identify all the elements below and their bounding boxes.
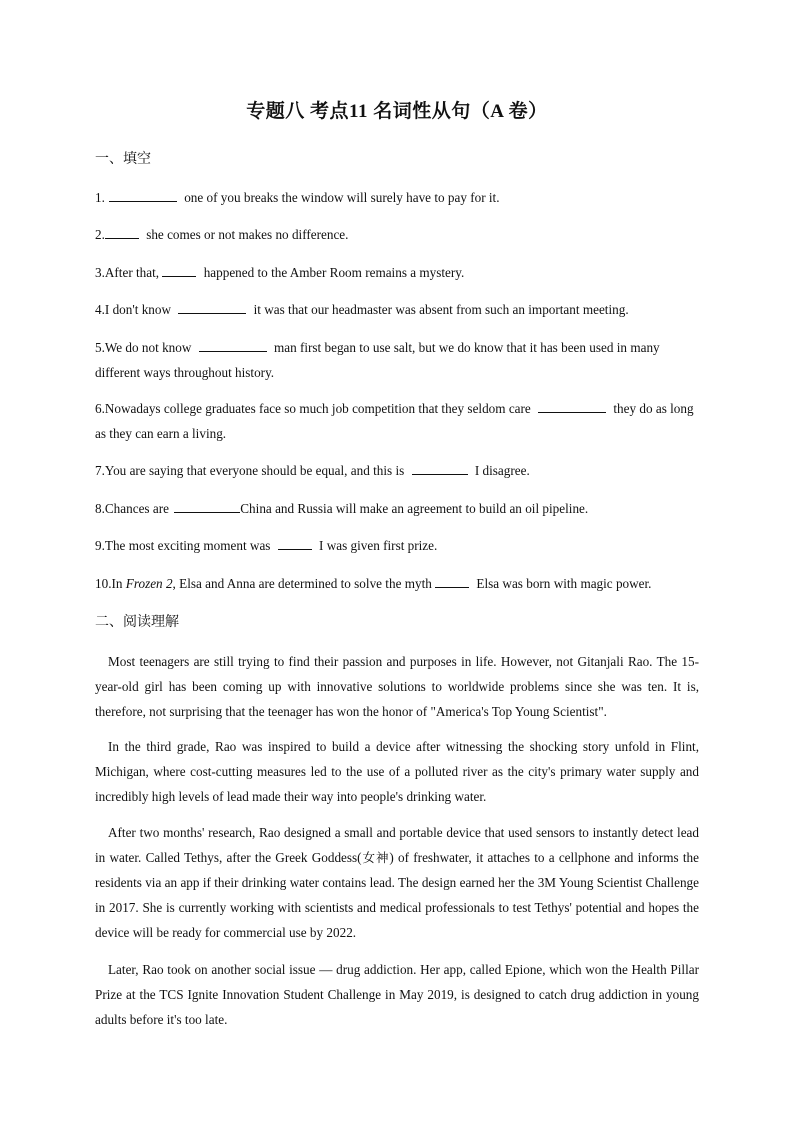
- question-7: [95, 458, 705, 483]
- question-number: 3.: [95, 265, 105, 280]
- answer-blank[interactable]: [412, 460, 468, 475]
- question-6: [95, 396, 705, 446]
- question-text: man first began to use salt, but we do know that it has been used in many different ways throughout history.: [95, 340, 660, 380]
- question-text: China and Russia will make an agreement to build an oil pipeline.: [240, 501, 589, 516]
- question-text: The most exciting moment was: [104, 538, 274, 553]
- question-number: 9.: [95, 538, 105, 553]
- answer-blank[interactable]: [435, 573, 469, 588]
- question-number: 10.: [95, 576, 112, 591]
- question-1: [95, 185, 705, 210]
- question-3: [95, 260, 705, 285]
- answer-blank[interactable]: [162, 262, 196, 277]
- section-heading-fill-in: 一、填空: [95, 151, 151, 167]
- answer-blank[interactable]: [109, 187, 177, 202]
- answer-blank[interactable]: [105, 224, 139, 239]
- question-text: they do as long as they can earn a living.: [95, 401, 694, 441]
- question-number: 6.: [95, 401, 105, 416]
- question-text: Nowadays college graduates face so much job competition that they seldom care: [104, 401, 535, 416]
- question-text: Chances are: [104, 501, 173, 516]
- reading-paragraph-2: In the third grade, Rao was inspired to build a device after witnessing the shocking story unfold in Flint, Michigan, where cost-cutting measures led to the use of a polluted river as the city's primary water supply and incredibly high levels of lead made their way into people's drinking water.: [95, 739, 699, 804]
- question-number: 5.: [95, 340, 105, 355]
- question-text: I don't know: [104, 302, 175, 317]
- paragraph-text: ) of freshwater, it attaches to a cellphone and informs the residents via an app if their drinking water contains lead. The design earned her the 3M Young Scientist Challenge in 2017. She is currently working with scientists and medical professionals to test Tethys' potential and hopes the device will be ready for commercial use by 2022.: [95, 850, 699, 940]
- answer-blank[interactable]: [174, 498, 240, 513]
- question-text: I was given first prize.: [315, 538, 438, 553]
- question-text: I disagree.: [471, 463, 530, 478]
- question-text: We do not know: [104, 340, 195, 355]
- question-2: [95, 222, 705, 247]
- answer-blank[interactable]: [538, 398, 606, 413]
- question-8: [95, 496, 705, 521]
- reading-paragraph-1: Most teenagers are still trying to find their passion and purposes in life. However, not Gitanjali Rao. The 15-year-old girl has been coming up with innovative solutions to worldwide problems since she was ten. It is, therefore, not surprising that the teenager has won the honor of "America's Top Young Scientist".: [95, 654, 699, 719]
- answer-blank[interactable]: [178, 299, 246, 314]
- question-italic-title: Frozen 2: [125, 576, 173, 591]
- question-text: After that,: [104, 265, 163, 280]
- question-text: it was that our headmaster was absent from such an important meeting.: [250, 302, 629, 317]
- question-text: Elsa was born with magic power.: [473, 576, 652, 591]
- answer-blank[interactable]: [199, 337, 267, 352]
- reading-paragraph-4: Later, Rao took on another social issue — drug addiction. Her app, called Epione, which won the Health Pillar Prize at the TCS Ignite Innovation Student Challenge in May 2019, is designed to catch drug addiction in young adults before it's too late.: [95, 962, 699, 1027]
- question-text: happened to the Amber Room remains a mystery.: [200, 265, 465, 280]
- page-title: 专题八 考点11 名词性从句（A 卷）: [246, 101, 548, 122]
- section-heading-reading: 二、阅读理解: [95, 614, 179, 630]
- question-text: one of you breaks the window will surely have to pay for it.: [180, 190, 500, 205]
- paragraph-cjk-gloss: 女神: [361, 850, 390, 865]
- question-number: 2.: [95, 227, 105, 242]
- question-text: , Elsa and Anna are determined to solve the myth: [172, 576, 436, 591]
- question-10: [95, 571, 705, 596]
- question-number: 8.: [95, 501, 105, 516]
- question-text: You are saying that everyone should be equal, and this is: [104, 463, 408, 478]
- paragraph-text: After two months' research, Rao designed a small and portable device that used sensors to instantly detect lead in water. Called Tethys, after the Greek Goddess(: [95, 825, 699, 865]
- answer-blank[interactable]: [278, 535, 312, 550]
- question-5: [95, 335, 705, 385]
- question-number: 4.: [95, 302, 105, 317]
- reading-paragraph-3: [95, 820, 699, 945]
- question-number: 1.: [95, 190, 105, 205]
- question-4: [95, 297, 705, 322]
- question-text: In: [111, 576, 126, 591]
- question-number: 7.: [95, 463, 105, 478]
- question-9: [95, 533, 705, 558]
- question-text: she comes or not makes no difference.: [142, 227, 349, 242]
